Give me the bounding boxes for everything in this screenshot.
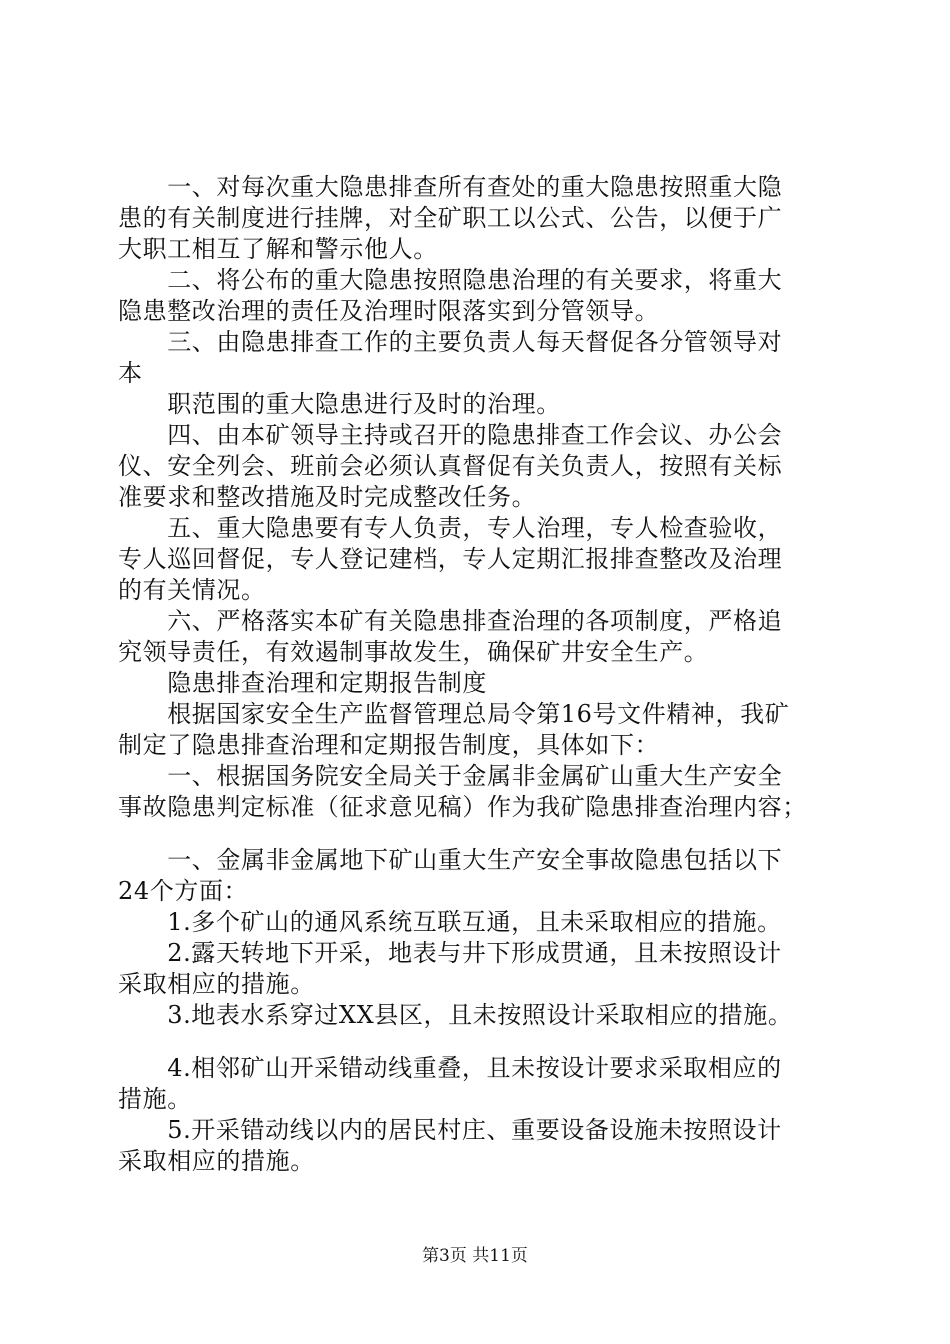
text-line: 究领导责任，有效遏制事故发生，确保矿井安全生产。 xyxy=(118,638,709,666)
text-line: 措施。 xyxy=(118,1085,192,1113)
text-line: 准要求和整改措施及时完成整改任务。 xyxy=(118,483,537,511)
text-line: 采取相应的措施。 xyxy=(118,1147,315,1175)
list-item: 2.露天转地下开采，地表与井下形成贯通，且未按照设计 xyxy=(118,939,782,967)
text-line: 大职工相互了解和警示他人。 xyxy=(118,235,438,263)
text-line: 一、对每次重大隐患排查所有查处的重大隐患按照重大隐 xyxy=(118,173,783,201)
list-item: 3.地表水系穿过XX县区，且未按照设计采取相应的措施。 xyxy=(118,1001,793,1029)
text-line: 本 xyxy=(118,359,143,387)
text-line: 事故隐患判定标准（征求意见稿）作为我矿隐患排查治理内容； xyxy=(118,793,807,821)
text-line: 采取相应的措施。 xyxy=(118,970,315,998)
list-item: 1.多个矿山的通风系统互联互通，且未采取相应的措施。 xyxy=(118,908,782,936)
text-line: 三、由隐患排查工作的主要负责人每天督促各分管领导对 xyxy=(118,328,783,356)
text-line: 制定了隐患排查治理和定期报告制度，具体如下： xyxy=(118,731,660,759)
list-item: 4.相邻矿山开采错动线重叠，且未按设计要求采取相应的 xyxy=(118,1054,782,1082)
text-line: 患的有关制度进行挂牌，对全矿职工以公式、公告，以便于广 xyxy=(118,204,783,232)
text-line: 一、根据国务院安全局关于金属非金属矿山重大生产安全 xyxy=(118,762,783,790)
text-line: 六、严格落实本矿有关隐患排查治理的各项制度，严格追 xyxy=(118,607,783,635)
text-line: 的有关情况。 xyxy=(118,576,266,604)
text-line: 24个方面： xyxy=(118,877,249,905)
section-title: 隐患排查治理和定期报告制度 xyxy=(118,669,487,697)
document-body xyxy=(118,172,838,1177)
text-line: 专人巡回督促，专人登记建档，专人定期汇报排查整改及治理 xyxy=(118,545,783,573)
blank-line xyxy=(118,823,838,845)
text-line: 隐患整改治理的责任及治理时限落实到分管领导。 xyxy=(118,297,660,325)
text-line: 五、重大隐患要有专人负责，专人治理，专人检查验收， xyxy=(118,514,783,542)
text-line: 根据国家安全生产监督管理总局令第16号文件精神，我矿 xyxy=(118,700,790,728)
text-line: 仪、安全列会、班前会必须认真督促有关负责人，按照有关标 xyxy=(118,452,783,480)
text-line: 四、由本矿领导主持或召开的隐患排查工作会议、办公会 xyxy=(118,421,783,449)
blank-line xyxy=(118,1031,838,1053)
page-footer: 第3页 共11页 xyxy=(422,1246,528,1266)
text-line: 二、将公布的重大隐患按照隐患治理的有关要求，将重大 xyxy=(118,266,783,294)
list-item: 5.开采错动线以内的居民村庄、重要设备设施未按照设计 xyxy=(118,1116,782,1144)
text-line: 一、金属非金属地下矿山重大生产安全事故隐患包括以下 xyxy=(118,846,783,874)
text-line: 职范围的重大隐患进行及时的治理。 xyxy=(118,390,561,418)
